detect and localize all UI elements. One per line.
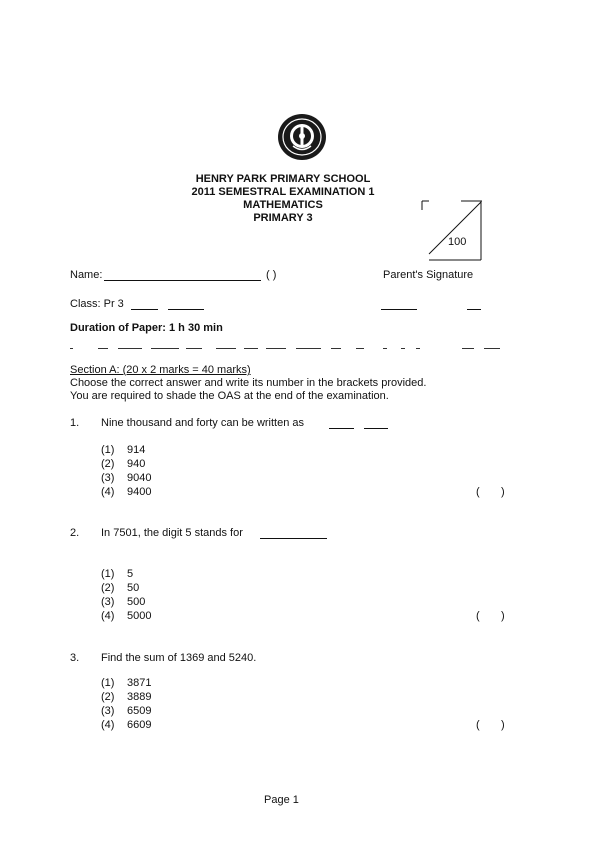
section-a-instruction-2: You are required to shade the OAS at the end of the examination. [70, 390, 389, 402]
option-1: (1) 914 [101, 444, 146, 456]
option-2: (2) 940 [101, 458, 146, 470]
signature-line[interactable] [381, 309, 417, 310]
option-3: (3) 6509 [101, 705, 152, 717]
school-name: HENRY PARK PRIMARY SCHOOL [195, 173, 371, 185]
option-1: (1) 3871 [101, 677, 152, 689]
answer-bracket[interactable]: ( ) [476, 719, 505, 731]
score-box [421, 200, 481, 260]
option-3: (3) 9040 [101, 472, 152, 484]
section-a-title: Section A: (20 x 2 marks = 40 marks) [70, 364, 251, 376]
option-2: (2) 50 [101, 582, 140, 594]
question-text: Nine thousand and forty can be written as [101, 417, 305, 429]
answer-blank[interactable] [364, 428, 388, 429]
score-box-frame [421, 200, 483, 262]
name-label: Name: [70, 269, 103, 281]
duration-text: Duration of Paper: 1 h 30 min [70, 322, 223, 334]
question-number: 2. [70, 527, 80, 539]
class-label: Class: Pr 3 [70, 298, 124, 310]
question-number: 3. [70, 652, 80, 664]
option-4: (4) 5000 [101, 610, 152, 622]
option-1: (1) 5 [101, 568, 134, 580]
section-a-instruction-1: Choose the correct answer and write its number in the brackets provided. [70, 377, 427, 389]
answer-blank[interactable] [329, 428, 354, 429]
parent-signature-label: Parent's Signature [383, 269, 474, 281]
option-2: (2) 3889 [101, 691, 152, 703]
page-number: Page 1 [264, 794, 299, 806]
question-text: Find the sum of 1369 and 5240. [101, 652, 257, 664]
name-line[interactable] [104, 280, 261, 281]
signature-line-2[interactable] [467, 309, 481, 310]
score-total: 100 [448, 236, 467, 248]
name-index-bracket: ( ) [266, 269, 277, 281]
level-title: PRIMARY 3 [253, 212, 313, 224]
answer-bracket[interactable]: ( ) [476, 486, 505, 498]
exam-title: 2011 SEMESTRAL EXAMINATION 1 [191, 186, 375, 198]
answer-blank[interactable] [260, 538, 327, 539]
class-line-1[interactable] [131, 309, 158, 310]
school-crest-logo [277, 113, 327, 161]
option-4: (4) 6609 [101, 719, 152, 731]
question-number: 1. [70, 417, 80, 429]
question-text: In 7501, the digit 5 stands for [101, 527, 243, 539]
answer-bracket[interactable]: ( ) [476, 610, 505, 622]
subject-title: MATHEMATICS [243, 199, 323, 211]
option-3: (3) 500 [101, 596, 146, 608]
option-4: (4) 9400 [101, 486, 152, 498]
class-line-2[interactable] [168, 309, 204, 310]
